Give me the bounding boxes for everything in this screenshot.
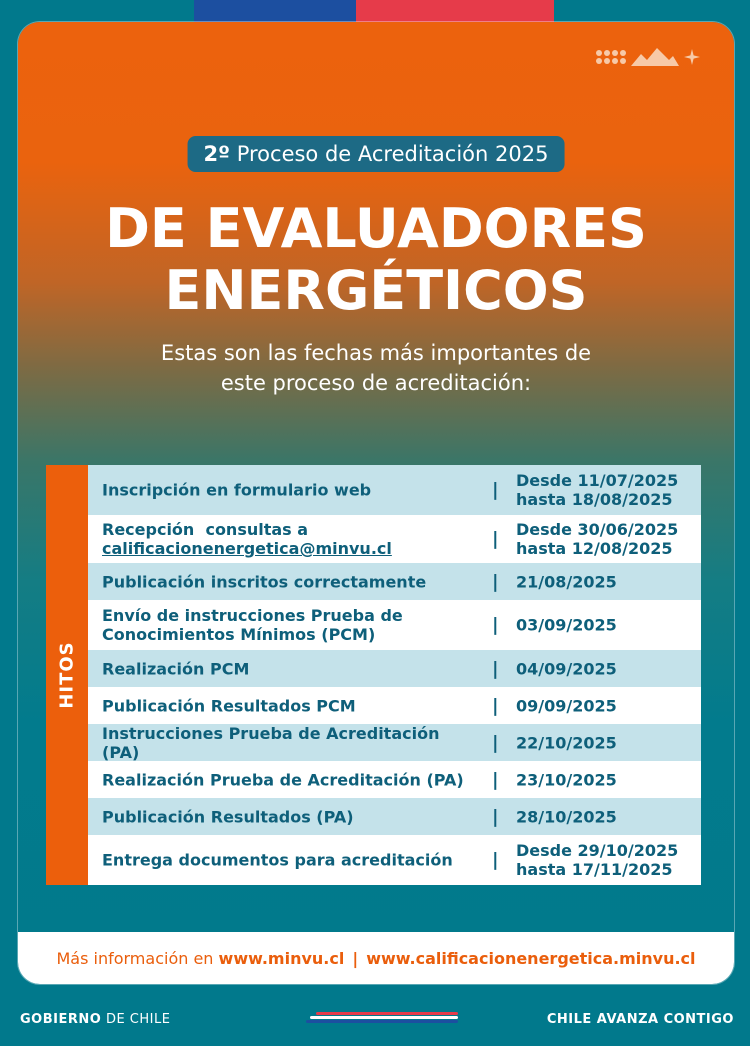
- badge-prefix: 2º: [203, 142, 231, 166]
- table-row: [88, 724, 701, 761]
- table-row: [88, 650, 701, 687]
- date-start: Desde 11/07/2025: [516, 471, 679, 490]
- subtitle-line-2: este proceso de acreditación:: [220, 371, 532, 395]
- milestone-label: Instrucciones Prueba de Acreditación (PA): [102, 723, 440, 762]
- table-row: [88, 515, 701, 563]
- table-row: [88, 465, 701, 515]
- minvu-link[interactable]: www.minvu.cl: [218, 948, 345, 968]
- table-row: [88, 687, 701, 724]
- milestone-label-line: Recepción consultas a: [102, 520, 309, 539]
- process-badge: [188, 136, 565, 172]
- row-separator: |: [492, 658, 499, 679]
- milestone-date: 03/09/2025: [516, 615, 617, 635]
- email-link[interactable]: calificacionenergetica@minvu.cl: [102, 539, 392, 558]
- milestone-date: [516, 520, 696, 558]
- flag-stripes-decoration: [306, 1012, 458, 1026]
- milestone-label-line: Conocimientos Mínimos (PCM): [102, 625, 376, 644]
- row-separator: |: [492, 479, 499, 501]
- row-separator: |: [492, 806, 499, 827]
- milestone-label: Entrega documentos para acreditación: [102, 850, 453, 870]
- milestone-label: Inscripción en formulario web: [102, 480, 372, 500]
- more-info-text: Más información en: [56, 948, 214, 968]
- row-separator: |: [492, 695, 499, 716]
- hitos-side-label: [46, 465, 88, 885]
- milestone-label: [102, 606, 482, 644]
- row-separator: |: [492, 571, 499, 592]
- calificacion-link[interactable]: www.calificacionenergetica.minvu.cl: [366, 948, 696, 968]
- date-start: Desde 30/06/2025: [516, 520, 679, 539]
- more-info-bar: [18, 932, 734, 984]
- row-separator: |: [492, 528, 499, 550]
- gov-bold: GOBIERNO: [20, 1012, 102, 1027]
- milestone-label: Publicación Resultados PCM: [102, 696, 356, 715]
- milestone-label: Publicación inscritos correctamente: [102, 572, 427, 591]
- title-line-2: ENERGÉTICOS: [164, 259, 588, 322]
- footer-separator: |: [352, 948, 359, 968]
- flag-stripe-red: [356, 0, 554, 22]
- row-separator: |: [492, 614, 499, 636]
- milestone-label-line: Envío de instrucciones Prueba de: [102, 606, 403, 625]
- subtitle: [18, 338, 734, 398]
- date-end: hasta 12/08/2025: [516, 539, 673, 558]
- hitos-text: HITOS: [56, 641, 78, 709]
- milestone-label: Realización PCM: [102, 659, 250, 678]
- milestone-date: [516, 841, 696, 879]
- flag-stripe-blue: [194, 0, 356, 22]
- row-separator: |: [492, 769, 499, 790]
- milestone-date: 21/08/2025: [516, 572, 617, 591]
- row-separator: |: [492, 732, 499, 753]
- table-row: [88, 761, 701, 798]
- date-start: Desde 29/10/2025: [516, 841, 679, 860]
- milestone-date: 28/10/2025: [516, 807, 617, 826]
- row-separator: |: [492, 849, 499, 871]
- milestone-label: Realización Prueba de Acreditación (PA): [102, 770, 464, 789]
- subtitle-line-1: Estas son las fechas más importantes de: [160, 341, 592, 365]
- milestone-date: 04/09/2025: [516, 659, 617, 678]
- milestone-label: Publicación Resultados (PA): [102, 807, 354, 826]
- decorative-icons: [596, 48, 700, 66]
- badge-text: Proceso de Acreditación 2025: [236, 142, 549, 166]
- milestones-table: [46, 465, 701, 885]
- table-row: [88, 798, 701, 835]
- poster-card: [18, 22, 734, 984]
- title-line-1: DE EVALUADORES: [105, 197, 647, 260]
- page-title: [18, 198, 734, 322]
- milestone-date: [516, 471, 696, 509]
- dots-pattern-icon: [596, 50, 626, 64]
- milestone-date: 22/10/2025: [516, 733, 617, 752]
- milestone-date: 09/09/2025: [516, 696, 617, 715]
- gobierno-logo: [20, 1012, 170, 1027]
- mountains-icon: [631, 48, 679, 66]
- date-end: hasta 18/08/2025: [516, 490, 673, 509]
- table-row: [88, 600, 701, 650]
- milestone-label: [102, 520, 482, 558]
- slogan: CHILE AVANZA CONTIGO: [546, 1012, 734, 1027]
- table-row: [88, 835, 701, 885]
- table-row: [88, 563, 701, 600]
- gov-rest: DE CHILE: [105, 1012, 171, 1027]
- milestone-date: 23/10/2025: [516, 770, 617, 789]
- milestone-rows: [88, 465, 701, 885]
- date-end: hasta 17/11/2025: [516, 860, 673, 879]
- sparkle-icon: [684, 49, 700, 65]
